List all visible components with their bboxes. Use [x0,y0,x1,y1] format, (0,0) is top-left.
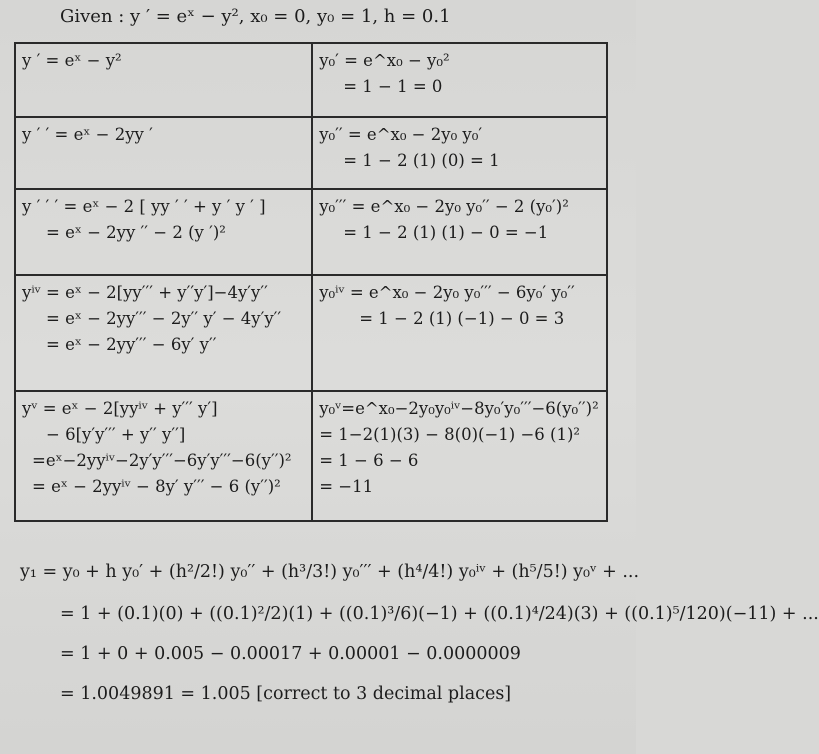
general-derivative-cell [15,391,312,521]
table-row [15,189,607,275]
formula-line: y ′ ′ ′ = eˣ − 2 [ yy ′ ′ + y ′ y ′ ] [22,197,266,216]
formula-line: y₀′ = e^x₀ − y₀² [319,51,450,70]
formula-line: − 6[y′y′′′ + y′′ y′′] [46,425,186,444]
formula-line: y₀ᵛ=e^x₀−2y₀y₀ⁱᵛ−8y₀′y₀′′′−6(y₀′′)² [319,399,599,418]
initial-value-cell [312,117,607,189]
solution-line: = 1 + 0 + 0.005 − 0.00017 + 0.00001 − 0.0000009 [60,644,521,664]
solution-line: = 1 + (0.1)(0) + ((0.1)²/2)(1) + ((0.1)³/6)(−1) + ((0.1)⁴/24)(3) + ((0.1)⁵/120)(−11) + ... [60,604,819,624]
formula-line: yᵛ = eˣ − 2[yyⁱᵛ + y′′′ y′] [22,399,218,418]
formula-line: = 1−2(1)(3) − 8(0)(−1) −6 (1)² [319,425,581,444]
given-statement [60,6,451,27]
formula-line: = eˣ − 2yyⁱᵛ − 8y′ y′′′ − 6 (y′′)² [32,477,281,496]
formula-line: =eˣ−2yyⁱᵛ−2y′y′′′−6y′y′′′−6(y′′)² [32,451,292,470]
formula-line: = eˣ − 2yy ′′ − 2 (y ′)² [46,223,226,242]
derivatives-table [14,42,608,522]
initial-value-cell [312,189,607,275]
solution-line: = 1.0049891 = 1.005 [correct to 3 decimal places] [60,684,512,704]
table-row [15,391,607,521]
formula-line: y₀′′ = e^x₀ − 2y₀ y₀′ [319,125,483,144]
table-row [15,43,607,117]
table-row [15,275,607,391]
general-derivative-cell [15,275,312,391]
formula-line: = −11 [319,477,374,496]
formula-line: = 1 − 2 (1) (1) − 0 = −1 [343,223,549,242]
general-derivative-cell [15,117,312,189]
formula-line: yⁱᵛ = eˣ − 2[yy′′′ + y′′y′]−4y′y′′ [22,283,268,302]
initial-value-cell [312,43,607,117]
general-derivative-cell [15,43,312,117]
formula-line: y₀′′′ = e^x₀ − 2y₀ y₀′′ − 2 (y₀′)² [319,197,569,216]
initial-value-cell [312,275,607,391]
table-row [15,117,607,189]
solution-line: y₁ = y₀ + h y₀′ + (h²/2!) y₀′′ + (h³/3!) y₀′′′ + (h⁴/4!) y₀ⁱᵛ + (h⁵/5!) y₀ᵛ + ... [20,562,640,582]
formula-line: = 1 − 2 (1) (−1) − 0 = 3 [359,309,565,328]
taylor-series-solution [20,562,819,724]
formula-line: = eˣ − 2yy′′′ − 6y′ y′′ [46,335,217,354]
general-derivative-cell [15,189,312,275]
given-text: Given : y ′ = eˣ − y², x₀ = 0, y₀ = 1, h = 0.1 [60,6,451,27]
formula-line: y₀ⁱᵛ = e^x₀ − 2y₀ y₀′′′ − 6y₀′ y₀′′ [319,283,575,302]
formula-line: = 1 − 2 (1) (0) = 1 [343,151,500,170]
formula-line: = 1 − 1 = 0 [343,77,443,96]
initial-value-cell [312,391,607,521]
formula-line: = 1 − 6 − 6 [319,451,419,470]
formula-line: y ′ = eˣ − y² [22,51,122,70]
formula-line: y ′ ′ = eˣ − 2yy ′ [22,125,153,144]
formula-line: = eˣ − 2yy′′′ − 2y′′ y′ − 4y′y′′ [46,309,282,328]
